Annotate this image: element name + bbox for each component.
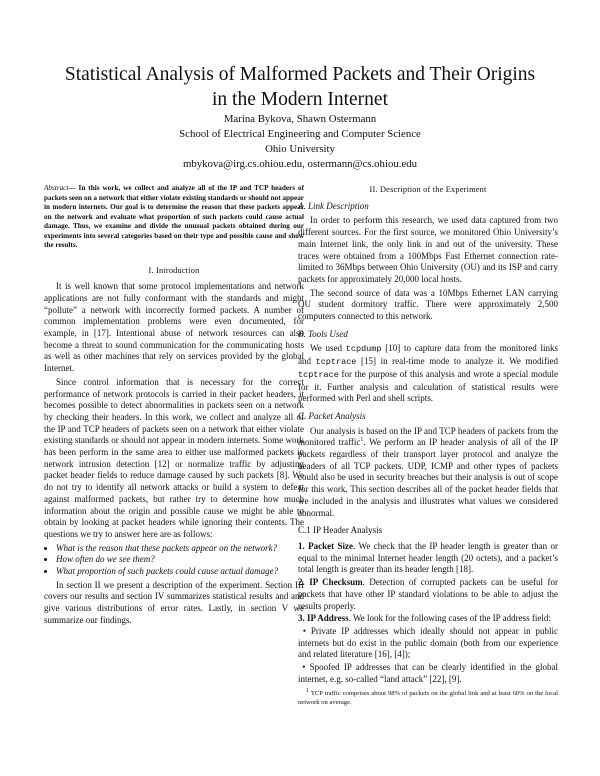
tools-text-3: [15] in real-time mode to analyze it. We modified <box>356 356 558 367</box>
author-block <box>0 112 600 172</box>
tools-text-1: We used <box>310 343 346 354</box>
question-item: • What is the reason that these packets appear on the network? <box>56 543 304 555</box>
intro-heading: I. Introduction <box>148 265 200 275</box>
paper-title <box>0 62 600 112</box>
question-item: • What proportion of such packets could cause actual damage? <box>56 566 304 578</box>
item-label: 1. Packet Size <box>298 540 354 551</box>
author-emails: mbykova@irg.cs.ohiou.edu, ostermann@cs.ohiou.edu <box>182 158 418 170</box>
title-line-2: in the Modern Internet <box>212 89 388 110</box>
abstract <box>44 184 304 251</box>
author-school: School of Electrical Engineering and Computer Science <box>179 128 421 140</box>
question-list <box>44 543 304 578</box>
question-item: • How often do we see them? <box>56 554 304 566</box>
packet-text-1: Our analysis is based on the IP and TCP headers of packets from the monitored traffic <box>298 425 558 448</box>
title-line-1: Statistical Analysis of Malformed Packets and Their Origins <box>64 64 536 85</box>
item-text: . We check that the IP header length is greater than or equal to the minimal Internet header length (20 octets), and a packet’s total length is greater than its header length [18]. <box>298 540 559 575</box>
link-paragraph-1: In order to perform this research, we used data captured from two different sources. For the first source, we monitored Ohio University’s main Internet link, the only link in and out of the university. These traces were obtained from a 100Mbps Fast Ethernet connection rate-limited to 36Mbps between Ohio University (OU) and its ISP and carry packets for approximately 20,000 local hosts. <box>298 215 558 284</box>
bullet-text: Private IP addresses which ideally should not appear in public internets but do exist in the public domain (both from our experience and related literature [16], [4]); <box>298 625 558 660</box>
bullet-private-ip: • Private IP addresses which ideally should not appear in public internets but do exist in the public domain (both from our experience and related literature [16], [4]); <box>298 625 558 660</box>
abstract-text: — In this work, we collect and analyze all of the IP and TCP headers of packets seen on a network that either violate existing standards or should not appear in modern internets. Our goal is to determine the reason that these packets appear on the network and evaluate what proportion of such packets could cause actual damage. Thus, we examine and divide the unusual packets obtained during our experiments into several categories based on their type and possible cause and show the results. <box>44 184 304 249</box>
bullet-spoofed-ip: • Spoofed IP addresses that can be clearly identified in the global internet, e.g. so-called “land attack” [22], [9]. <box>298 662 558 684</box>
tcpdump-name: tcpdump <box>345 344 382 355</box>
item-ip-checksum <box>298 577 558 612</box>
item-label: 3. IP Address <box>298 613 349 624</box>
footnote-ref: 1 <box>360 437 364 444</box>
tcptrace-name-2: tcptrace <box>298 369 339 380</box>
ip-header-heading: C.1 IP Header Analysis <box>298 525 383 536</box>
footnote <box>298 690 558 707</box>
tools-heading: B. Tools Used <box>298 328 348 339</box>
intro-paragraph-1: It is well known that some protocol implementations and network applications are not fully conformant with the standards and might “pollute” a network with incorrectly formed packets. A number of common implementation problems were even documented, for example, in [17]. Intentional abuse of network resources can also become a threat to sound communication for the communicating hosts as well as other machines that rely on services provided by the global Internet. <box>44 281 304 374</box>
intro-paragraph-2: Since control information that is necessary for the correct performance of network protocols is carried in their packet headers, it becomes possible to detect abnormalities in packets seen on a network by checking their headers. In this work, we collect and analyze all of the IP and TCP headers of packets seen on a network that either violate existing standards or should not appear in modern internets. Some work has been perform in the same area to either use malformed packets in network intrusion detection [12] or normalize traffic by adjusting packet header fields to reduce damage caused by such packets [8]. We do not try to identify all network attacks or build a system to defeat against malformed packets, but rather try to determine how much information about the origin and possible cause we might be able to obtain by looking at packet headers while ignoring their contents. The questions we try to answer here are as follows: <box>44 376 304 539</box>
abstract-label: Abstract <box>44 184 69 192</box>
link-paragraph-2: The second source of data was a 10Mbps Ethernet LAN carrying OU student dormitory traffic. There were approximately 2,500 computers connected to this network. <box>298 287 558 322</box>
item-text: . Detection of corrupted packets can be useful for packets that have other IP standard violations to be able to adjust the results properly. <box>298 577 558 611</box>
item-packet-size <box>298 541 558 576</box>
tools-text-4: for the purpose of this analysis and wrote a special module for it. Further analysis and calculation of statistical results were performed with Perl and shell scripts. <box>298 368 558 404</box>
right-column <box>298 184 558 707</box>
packet-heading: C. Packet Analysis <box>298 410 366 421</box>
item-text: . We look for the following cases of the IP address field: <box>348 613 551 624</box>
tools-paragraph <box>298 343 558 405</box>
author-university: Ohio University <box>265 143 335 155</box>
left-column <box>44 184 304 629</box>
tcptrace-name: tcptrace <box>315 357 357 368</box>
link-heading: A. Link Description <box>298 200 369 211</box>
experiment-heading: II. Description of the Experiment <box>369 185 487 194</box>
packet-text-2: . We perform an IP header analysis of all of the IP packets regardless of their transport layer protocol and analyze the headers of all TCP packets. UDP, ICMP and other types of packets could also be used in security breaches but their analysis is out of scope for this work. This section describes all of the packet header fields that we included in the analysis and illustrates what values we considered abnormal. <box>298 437 559 518</box>
tools-text-2: [10] to capture data from the monitored links and <box>298 343 559 367</box>
intro-paragraph-3: In section II we present a description of the experiment. Section III covers our results and section IV summarizes statistical results and and give various distributions of error rates. Lastly, in section V we summarize our findings. <box>44 579 304 625</box>
item-label: 2. IP Checksum <box>298 577 363 588</box>
item-ip-address <box>298 613 558 625</box>
footnote-text: TCP traffic comprises about 98% of packets on the global link and at least 60% on the local network on average. <box>298 690 558 706</box>
footnote-mark: 1 <box>306 688 309 695</box>
author-names: Marina Bykova, Shawn Ostermann <box>223 113 377 125</box>
bullet-text: Spoofed IP addresses that can be clearly identified in the global internet, e.g. so-called “land attack” [22], [9]. <box>298 662 558 684</box>
packet-paragraph <box>298 426 558 520</box>
